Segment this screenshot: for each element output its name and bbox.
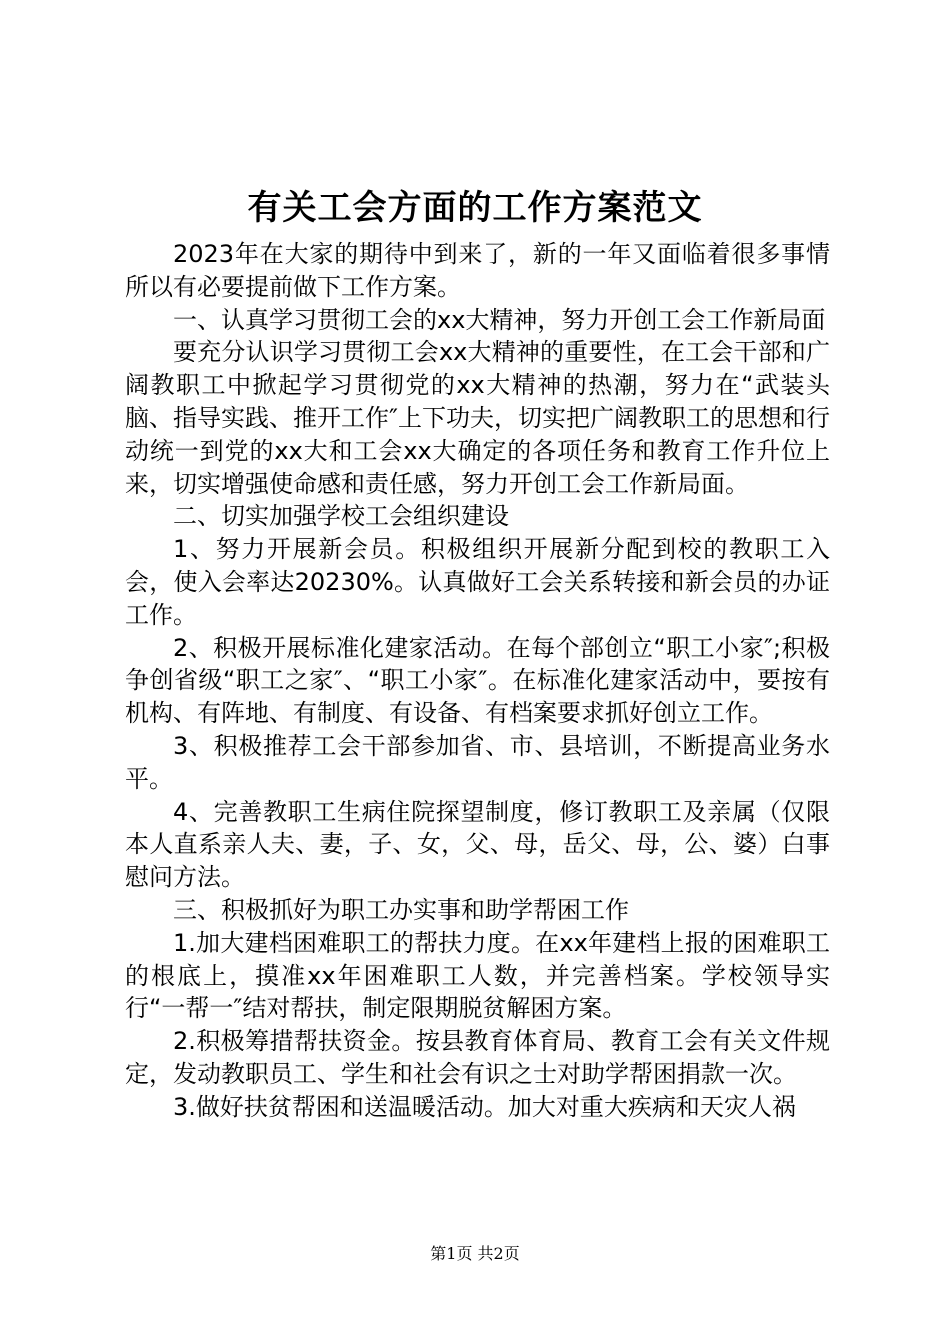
paragraph: 1、努力开展新会员。积极组织开展新分配到校的教职工入会，使入会率达20230%。认真做好工会关系转接和新会员的办证工作。 — [125, 535, 830, 629]
document-title: 有关工会方面的工作方案范文 — [247, 188, 703, 228]
section-heading-3: 三、积极抓好为职工办实事和助学帮困工作 — [173, 895, 629, 924]
paragraph: 4、完善教职工生病住院探望制度，修订教职工及亲属（仅限本人直系亲人夫、妻，子、女，父、母，岳父、母，公、婆）白事慰问方法。 — [125, 797, 830, 892]
paragraph: 2.积极筹措帮扶资金。按县教育体育局、教育工会有关文件规定，发动教职员工、学生和社会有识之士对助学帮困捐款一次。 — [125, 1027, 830, 1088]
section-heading-1: 一、认真学习贯彻工会的xx大精神，努力开创工会工作新局面 — [173, 305, 826, 334]
paragraph-intro: 2023年在大家的期待中到来了，新的一年又面临着很多事情所以有必要提前做下工作方案。 — [125, 240, 830, 301]
paragraph: 2、积极开展标准化建家活动。在每个部创立“职工小家″;积极争创省级“职工之家″、“职工小家″。在标准化建家活动中，要按有机构、有阵地、有制度、有设备、有档案要求抓好创立工作。 — [125, 633, 830, 728]
document-body — [125, 238, 830, 1124]
paragraph: 3.做好扶贫帮困和送温暖活动。加大对重大疾病和天灾人祸 — [173, 1092, 796, 1121]
section-heading-2: 二、切实加强学校工会组织建设 — [173, 502, 509, 531]
paragraph: 要充分认识学习贯彻工会xx大精神的重要性，在工会干部和广阔教职工中掀起学习贯彻党的xx大精神的热潮，努力在“武装头脑、指导实践、推开工作″上下功夫，切实把广阔教职工的思想和行动统一到党的xx大和工会xx大确定的各项任务和教育工作升位上来，切实增强使命感和责任感，努力开创工会工作新局面。 — [125, 338, 830, 498]
paragraph: 1.加大建档困难职工的帮扶力度。在xx年建档上报的困难职工的根底上，摸准xx年困难职工人数，并完善档案。学校领导实行“一帮一″结对帮扶，制定限期脱贫解困方案。 — [125, 928, 830, 1023]
page-footer: 第1页 共2页 — [430, 1244, 520, 1263]
paragraph: 3、积极推荐工会干部参加省、市、县培训，不断提高业务水平。 — [125, 731, 830, 793]
